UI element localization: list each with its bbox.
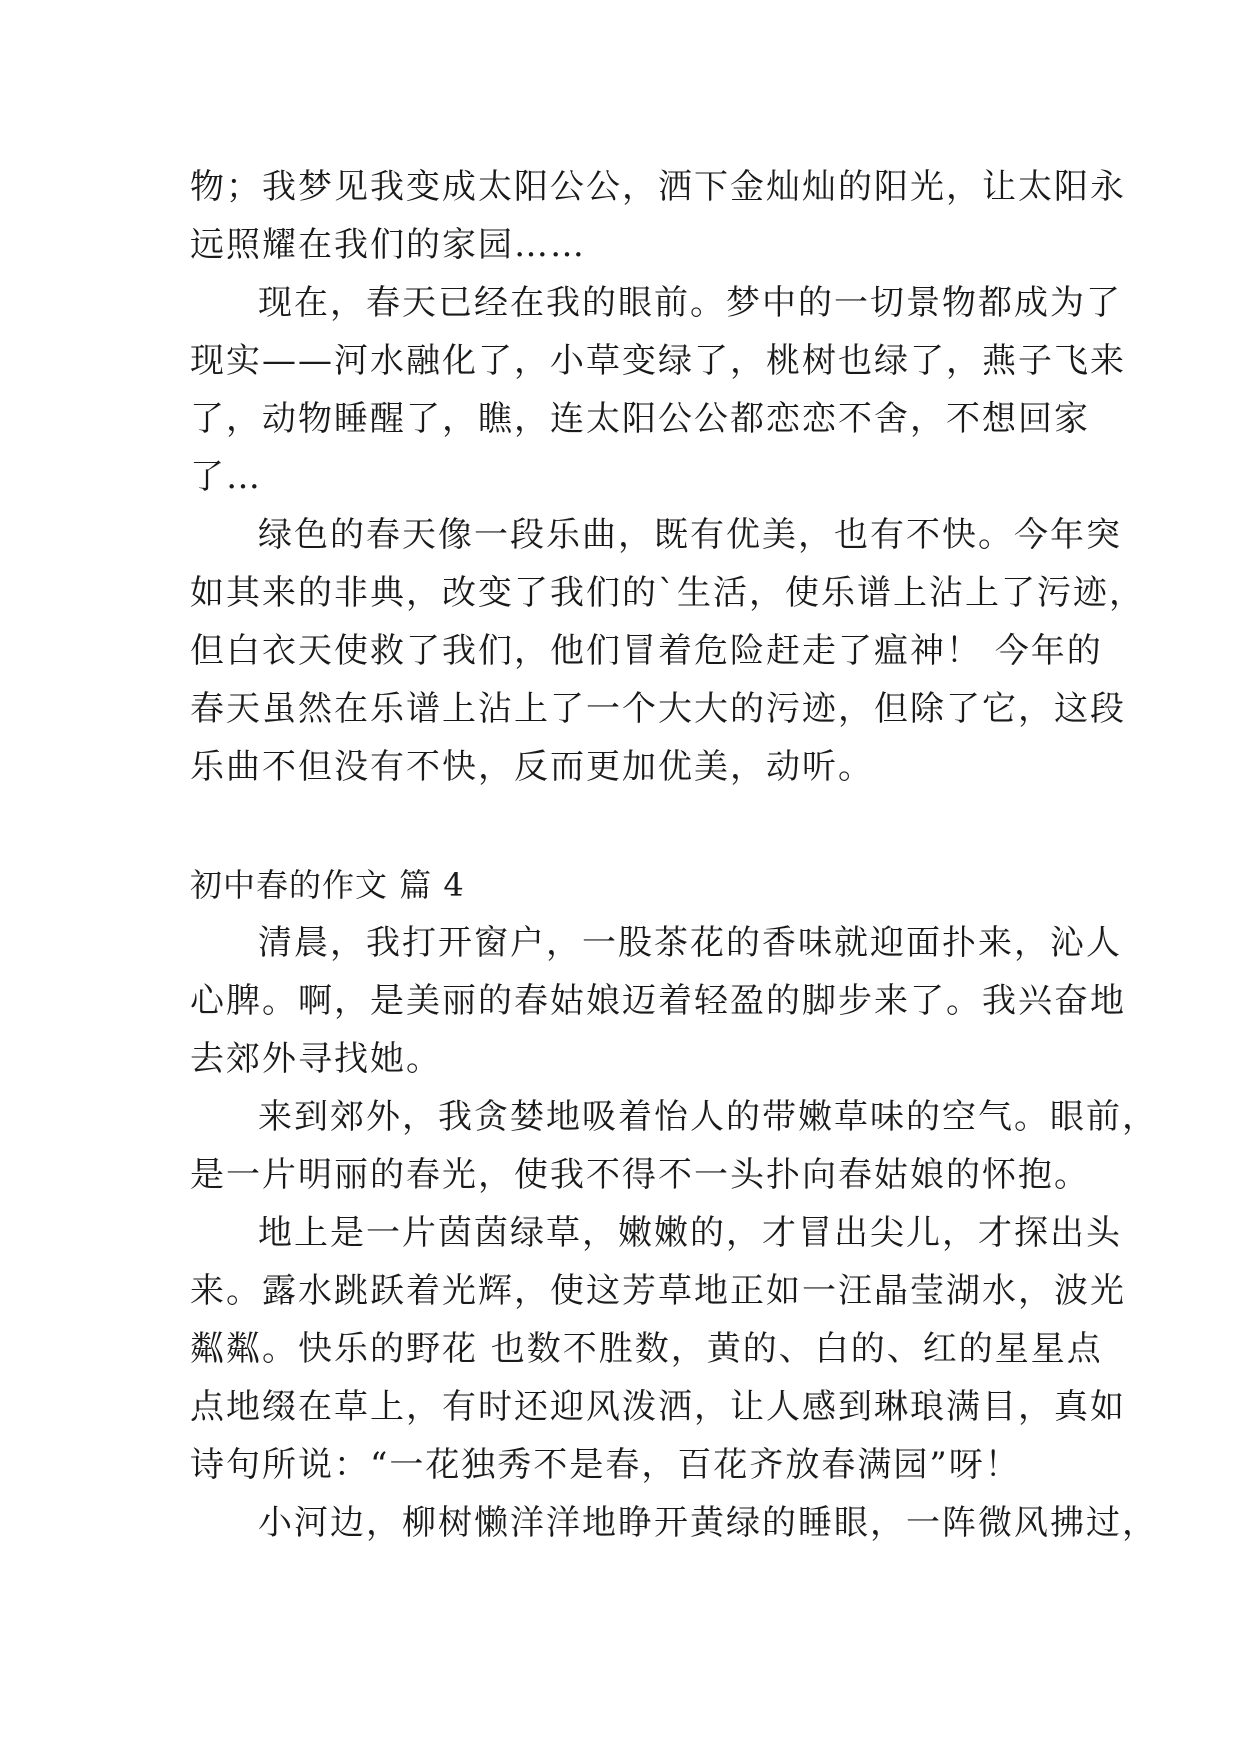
text-line: 现实——河水融化了，小草变绿了，桃树也绿了，燕子飞来 xyxy=(190,341,1126,381)
text-line: 现在，春天已经在我的眼前。梦中的一切景物都成为了 xyxy=(258,283,1122,323)
section-title: 初中春的作文 篇 4 xyxy=(190,866,465,904)
paragraph xyxy=(190,274,1126,506)
paragraph xyxy=(190,1088,1158,1204)
text-line: 清晨，我打开窗户，一股茶花的香味就迎面扑来，沁人 xyxy=(258,923,1122,963)
text-line: 点地缀在草上，有时还迎风泼洒，让人感到琳琅满目，真如 xyxy=(190,1387,1126,1427)
text-line: 远照耀在我们的家园…… xyxy=(190,225,586,265)
text-line: 了… xyxy=(190,457,262,497)
paragraph xyxy=(190,158,1126,274)
text-line: 去郊外寻找她。 xyxy=(190,1039,442,1079)
text-line: 来到郊外，我贪婪地吸着怡人的带嫩草味的空气。眼前， xyxy=(258,1097,1158,1137)
text-line: 是一片明丽的春光，使我不得不一头扑向春姑娘的怀抱。 xyxy=(190,1155,1090,1195)
text-line: 来。露水跳跃着光辉，使这芳草地正如一汪晶莹湖水，波光 xyxy=(190,1271,1126,1311)
text-line: 绿色的春天像一段乐曲，既有优美，也有不快。今年突 xyxy=(258,515,1122,555)
text-line: 粼粼。快乐的野花 也数不胜数，黄的、白的、红的星星点 xyxy=(190,1329,1103,1369)
paragraph xyxy=(190,506,1145,796)
document-page xyxy=(190,158,1158,1552)
text-line: 如其来的非典，改变了我们的`生活，使乐谱上沾上了污迹， xyxy=(190,573,1145,613)
text-line: 小河边，柳树懒洋洋地睁开黄绿的睡眼，一阵微风拂过， xyxy=(258,1503,1158,1543)
paragraph xyxy=(190,914,1126,1088)
text-line: 地上是一片茵茵绿草，嫩嫩的，才冒出尖儿，才探出头 xyxy=(258,1213,1122,1253)
paragraph xyxy=(190,1494,1158,1552)
text-line: 但白衣天使救了我们，他们冒着危险赶走了瘟神！ 今年的 xyxy=(190,631,1103,671)
text-line: 诗句所说：“一花独秀不是春，百花齐放春满园”呀！ xyxy=(190,1445,1021,1485)
paragraph xyxy=(190,1204,1126,1494)
text-line: 心脾。啊，是美丽的春姑娘迈着轻盈的脚步来了。我兴奋地 xyxy=(190,981,1126,1021)
text-line: 乐曲不但没有不快，反而更加优美，动听。 xyxy=(190,747,874,787)
text-line: 春天虽然在乐谱上沾上了一个大大的污迹，但除了它，这段 xyxy=(190,689,1126,729)
text-line: 了，动物睡醒了，瞧，连太阳公公都恋恋不舍，不想回家 xyxy=(190,399,1090,439)
section-gap xyxy=(190,796,1050,856)
text-line: 物；我梦见我变成太阳公公，洒下金灿灿的阳光，让太阳永 xyxy=(190,167,1126,207)
